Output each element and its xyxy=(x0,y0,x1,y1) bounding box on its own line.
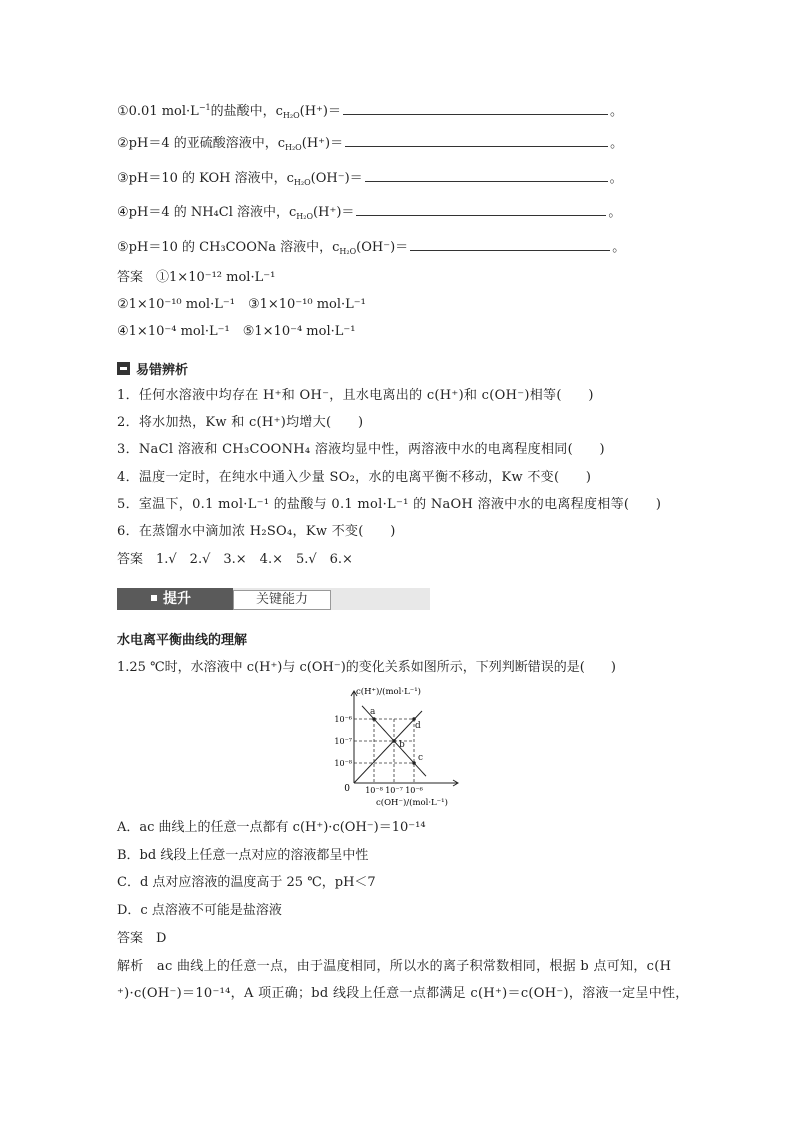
blank-1-text: ①0.01 mol·L xyxy=(117,104,199,119)
origin-label: 0 xyxy=(344,784,350,794)
banner-right: 关键能力 xyxy=(233,590,331,610)
analysis-line-2: ⁺)·c(OH⁻)＝10⁻¹⁴，A 项正确；bd 线段上任意一点都满足 c(H⁺)＝c(OH⁻)，溶液一定呈中性， xyxy=(117,986,689,1001)
answer-2: ②1×10⁻¹⁰ mol·L⁻¹ xyxy=(117,297,235,312)
judgment-1: 1．任何水溶液中均存在 H⁺和 OH⁻，且水电离出的 c(H⁺)和 c(OH⁻)相等( ) xyxy=(117,388,594,403)
blank-2-post: (H⁺)＝ xyxy=(301,136,344,151)
judgment-4: 4．温度一定时，在纯水中通入少量 SO₂，水的电离平衡不移动，Kw 不变( ) xyxy=(117,470,592,485)
blank-4-text: ④pH＝4 的 NH₄Cl 溶液中，c xyxy=(117,205,297,220)
point-label-a: a xyxy=(370,707,376,717)
blank-3-post: (OH⁻)＝ xyxy=(310,171,363,186)
banner-left-text: 提升 xyxy=(163,591,191,607)
blank-1-post: (H⁺)＝ xyxy=(299,104,341,119)
blank-question-5 xyxy=(117,237,625,261)
y-tick-label: 10⁻⁶ xyxy=(334,715,352,724)
section-banner xyxy=(117,588,430,612)
point-a xyxy=(372,717,376,721)
blank-3-text: ③pH＝10 的 KOH 溶液中，c xyxy=(117,171,294,186)
question-stem: 1.25 ℃时，水溶液中 c(H⁺)与 c(OH⁻)的变化关系如图所示，下列判断错误的是( ) xyxy=(117,660,616,675)
blank-2-end: 。 xyxy=(610,136,624,151)
blank-5-text: ⑤pH＝10 的 CH₃COONa 溶液中，c xyxy=(117,240,340,255)
point-label-c: c xyxy=(418,753,424,763)
blank-5-post: (OH⁻)＝ xyxy=(356,240,409,255)
topic-heading: 水电离平衡曲线的理解 xyxy=(117,633,248,648)
blank-3-sub: H₂O xyxy=(293,178,311,187)
point-label-b: b xyxy=(399,740,405,750)
option-b: B．bd 线段上任意一点对应的溶液都呈中性 xyxy=(117,848,369,863)
section-icon xyxy=(117,362,130,375)
answer-4: ④1×10⁻⁴ mol·L⁻¹ xyxy=(117,324,230,339)
section-title-text: 易错辨析 xyxy=(136,363,189,378)
x-tick-label: 10⁻⁷ xyxy=(385,786,403,795)
answer-blank-3[interactable] xyxy=(365,168,608,182)
blank-5-end: 。 xyxy=(612,240,626,255)
x-tick-label: 10⁻⁶ xyxy=(405,786,423,795)
blank-4-post: (H⁺)＝ xyxy=(313,205,355,220)
blank-4-end: 。 xyxy=(608,205,622,220)
blank-1-sub: H₂O xyxy=(282,111,300,120)
blank-1-sup: −1 xyxy=(198,103,211,112)
x-tick-label: 10⁻⁸ xyxy=(365,786,383,795)
answer-blank-1[interactable] xyxy=(343,101,608,115)
blank-3-end: 。 xyxy=(609,171,623,186)
judgment-answers: 答案 1.√ 2.√ 3.× 4.× 5.√ 6.× xyxy=(117,552,353,567)
judgment-3: 3．NaCl 溶液和 CH₃COONH₄ 溶液均显中性，两溶液中水的电离程度相同( ) xyxy=(117,442,605,457)
y-tick-label: 10⁻⁸ xyxy=(334,759,352,768)
answer-label: 答案 xyxy=(117,270,144,285)
judgment-2: 2．将水加热，Kw 和 c(H⁺)均增大( ) xyxy=(117,415,364,430)
answer-row-3 xyxy=(117,323,355,341)
judgment-5: 5．室温下，0.1 mol·L⁻¹ 的盐酸与 0.1 mol·L⁻¹ 的 NaOH 溶液中水的电离程度相等( ) xyxy=(117,497,662,512)
answer-row-2 xyxy=(117,296,366,314)
point-c xyxy=(412,761,416,765)
answer-1: ①1×10⁻¹² mol·L⁻¹ xyxy=(156,270,276,285)
blank-question-2 xyxy=(117,133,623,157)
judgment-6: 6．在蒸馏水中滴加浓 H₂SO₄，Kw 不变( ) xyxy=(117,524,396,539)
answer-blank-2[interactable] xyxy=(345,133,608,147)
analysis-line-1: 解析 ac 曲线上的任意一点，由于温度相同，所以水的离子积常数相同，根据 b 点可知，c(H xyxy=(117,959,672,974)
equilibrium-chart xyxy=(318,683,478,811)
y-axis-label: c(H⁺)/(mol·L⁻¹) xyxy=(356,687,421,697)
blank-2-sub: H₂O xyxy=(285,143,302,152)
blank-question-4 xyxy=(117,202,621,226)
blank-1-end: 。 xyxy=(609,104,623,119)
banner-square-icon xyxy=(151,595,157,601)
blank-question-3 xyxy=(117,168,623,192)
point-label-d: d xyxy=(415,721,421,731)
blank-1-mid: 的盐酸中，c xyxy=(210,104,283,119)
answer-row-1 xyxy=(117,269,275,287)
blank-5-sub: H₂O xyxy=(339,247,357,256)
series-bd-line xyxy=(354,711,422,783)
answer-blank-5[interactable] xyxy=(410,237,610,251)
y-tick-label: 10⁻⁷ xyxy=(334,737,352,746)
point-b xyxy=(392,739,396,743)
option-c: C．d 点对应溶液的温度高于 25 ℃，pH＜7 xyxy=(117,875,376,890)
blank-4-sub: H₂O xyxy=(296,212,314,221)
section-title xyxy=(117,359,188,378)
banner-left xyxy=(117,588,233,610)
option-a: A．ac 曲线上的任意一点都有 c(H⁺)·c(OH⁻)＝10⁻¹⁴ xyxy=(117,820,426,835)
answer-5: ⑤1×10⁻⁴ mol·L⁻¹ xyxy=(242,324,356,339)
answer-d: 答案 D xyxy=(117,931,167,946)
option-d: D．c 点溶液不可能是盐溶液 xyxy=(117,903,282,918)
blank-2-text: ②pH＝4 的亚硫酸溶液中，c xyxy=(117,136,285,151)
answer-3: ③1×10⁻¹⁰ mol·L⁻¹ xyxy=(247,297,366,312)
blank-question-1 xyxy=(117,99,623,125)
x-axis-label: c(OH⁻)/(mol·L⁻¹) xyxy=(376,798,448,808)
answer-blank-4[interactable] xyxy=(356,202,606,216)
